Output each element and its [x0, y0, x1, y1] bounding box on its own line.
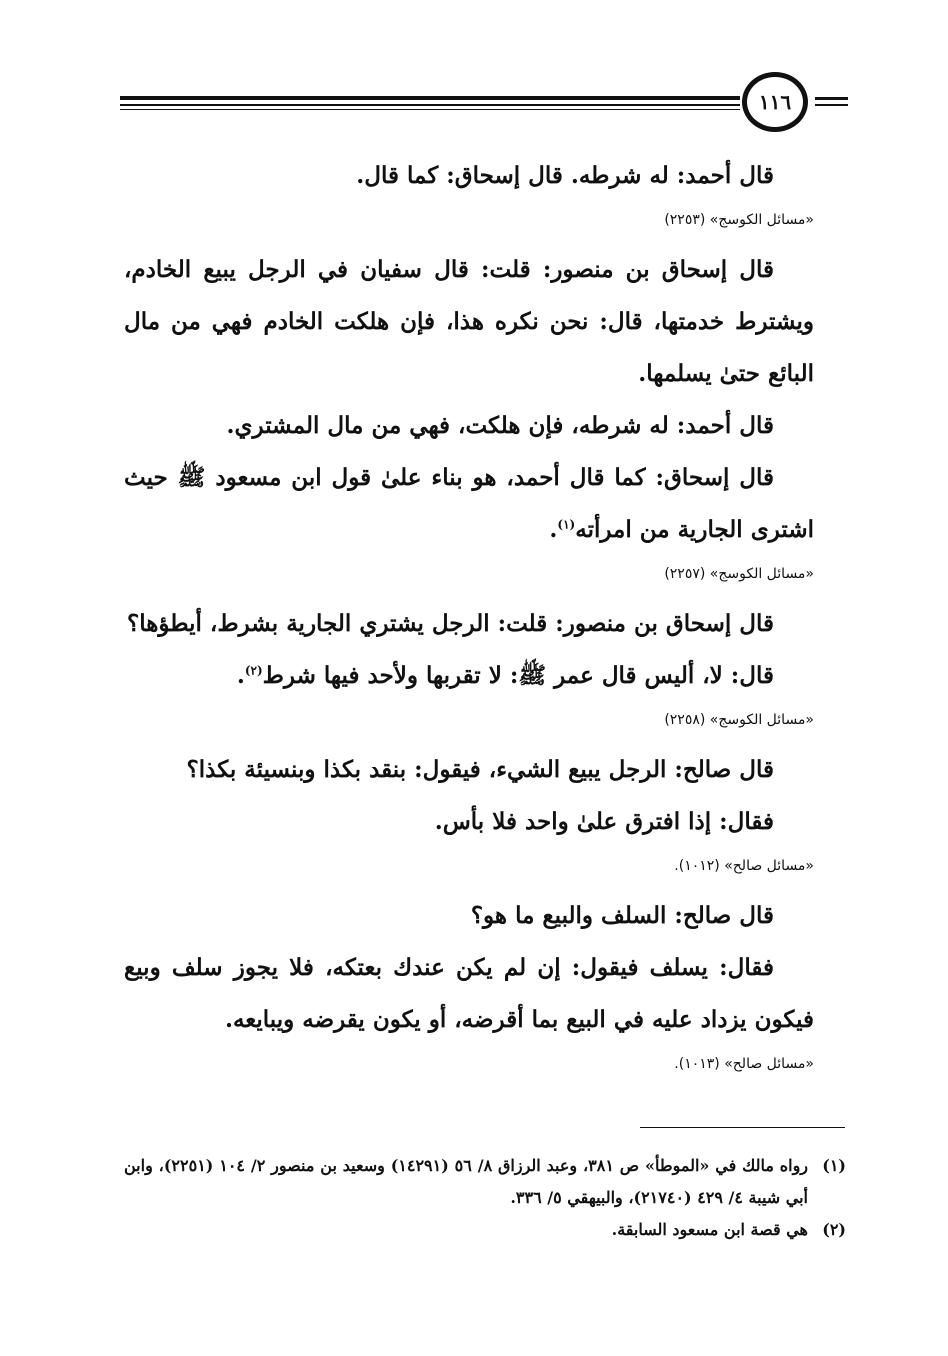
- citation: [124, 210, 814, 230]
- footnote-ref: (١): [557, 517, 576, 532]
- footnote-number: (٢): [822, 1220, 846, 1239]
- page-header: [120, 72, 848, 132]
- citation: [124, 564, 814, 584]
- paragraph: [124, 890, 814, 942]
- header-rule: [120, 104, 740, 106]
- text-run: كما قال.: [356, 162, 447, 189]
- page-body: [124, 150, 814, 1088]
- paragraph: [124, 942, 814, 1046]
- paragraph: [124, 650, 814, 702]
- footnote-text: هي قصة ابن مسعود السابقة.: [611, 1220, 808, 1239]
- text-run: قال إسحاق بن منصور: قلت: قال سفيان في الرجل يبيع الخادم، ويشترط خدمتها، قال: نحن نكره هذا، فإن هلكت الخادم فهي من مال البائع حتىٰ يسلمها.: [124, 256, 814, 387]
- footnote-text: رواه مالك في «الموطأ» ص ٣٨١، وعبد الرزاق ٨/ ٥٦ (١٤٢٩١) وسعيد بن منصور ٢/ ١٠٤ (٢٢٥١)، وابن أبي شيبة ٤/ ٤٢٩ (٢١٧٤٠)، والبيهقي ٥/ ٣٣٦.: [124, 1156, 809, 1207]
- paragraph: [124, 150, 814, 202]
- footnotes: [124, 1150, 846, 1246]
- text-run: يسلف فيقول: إن لم يكن عندك بعتكه، فلا يجوز سلف وبيع فيكون يزداد عليه في البيع بما أقرضه، أو يكون يقرضه ويبايعه.: [124, 954, 814, 1033]
- text-run: لا، أليس قال عمر ﷺ: لا تقربها ولأحد فيها شرط: [262, 662, 731, 689]
- header-rule: [815, 97, 848, 100]
- speaker-label: قال إسحاق:: [446, 162, 563, 189]
- text-run: كما قال أحمد، هو بناء علىٰ قول ابن مسعود ﷺ حيث اشترى الجارية من امرأته: [124, 464, 814, 543]
- speaker-label: قال أحمد:: [676, 162, 774, 189]
- footnote-divider: [640, 1127, 845, 1128]
- text-run: «مسائل صالح» (١٠١٣).: [674, 1056, 814, 1072]
- header-rule: [120, 109, 740, 110]
- text-run: «مسائل الكوسج» (٢٢٥٨): [664, 712, 814, 728]
- text-run: له شرطه.: [562, 162, 677, 189]
- header-rule: [815, 104, 848, 106]
- footnote: [124, 1214, 846, 1246]
- paragraph: [124, 452, 814, 556]
- header-rule: [120, 96, 740, 100]
- citation: [124, 1054, 814, 1074]
- footnote-ref: (٢): [244, 663, 263, 678]
- paragraph: [124, 744, 814, 796]
- text-run: قال صالح: السلف والبيع ما هو؟: [470, 902, 774, 929]
- speaker-label: فقال:: [719, 808, 774, 835]
- text-run: «مسائل الكوسج» (٢٢٥٣): [664, 212, 814, 228]
- text-run: .: [236, 662, 245, 689]
- text-run: إذا افترق علىٰ واحد فلا بأس.: [434, 808, 720, 835]
- text-run: «مسائل صالح» (١٠١٢).: [674, 858, 814, 874]
- footnote-number: (١): [822, 1156, 846, 1175]
- page-number: ١١٦: [742, 72, 808, 132]
- citation: [124, 710, 814, 730]
- paragraph: [124, 598, 814, 650]
- speaker-label: قال إسحاق:: [655, 464, 775, 491]
- text-run: «مسائل الكوسج» (٢٢٥٧): [664, 566, 814, 582]
- footnote: [124, 1150, 846, 1214]
- paragraph: [124, 796, 814, 848]
- speaker-label: قال أحمد:: [676, 412, 774, 439]
- text-run: له شرطه، فإن هلكت، فهي من مال المشتري.: [226, 412, 677, 439]
- speaker-label: قال:: [730, 662, 774, 689]
- paragraph: [124, 244, 814, 400]
- speaker-label: فقال:: [719, 954, 774, 981]
- paragraph: [124, 400, 814, 452]
- text-run: قال صالح: الرجل يبيع الشيء، فيقول: بنقد بكذا وبنسيئة بكذا؟: [186, 756, 774, 783]
- citation: [124, 856, 814, 876]
- text-run: .: [549, 516, 558, 543]
- text-run: قال إسحاق بن منصور: قلت: الرجل يشتري الجارية بشرط، أيطؤها؟: [127, 610, 774, 637]
